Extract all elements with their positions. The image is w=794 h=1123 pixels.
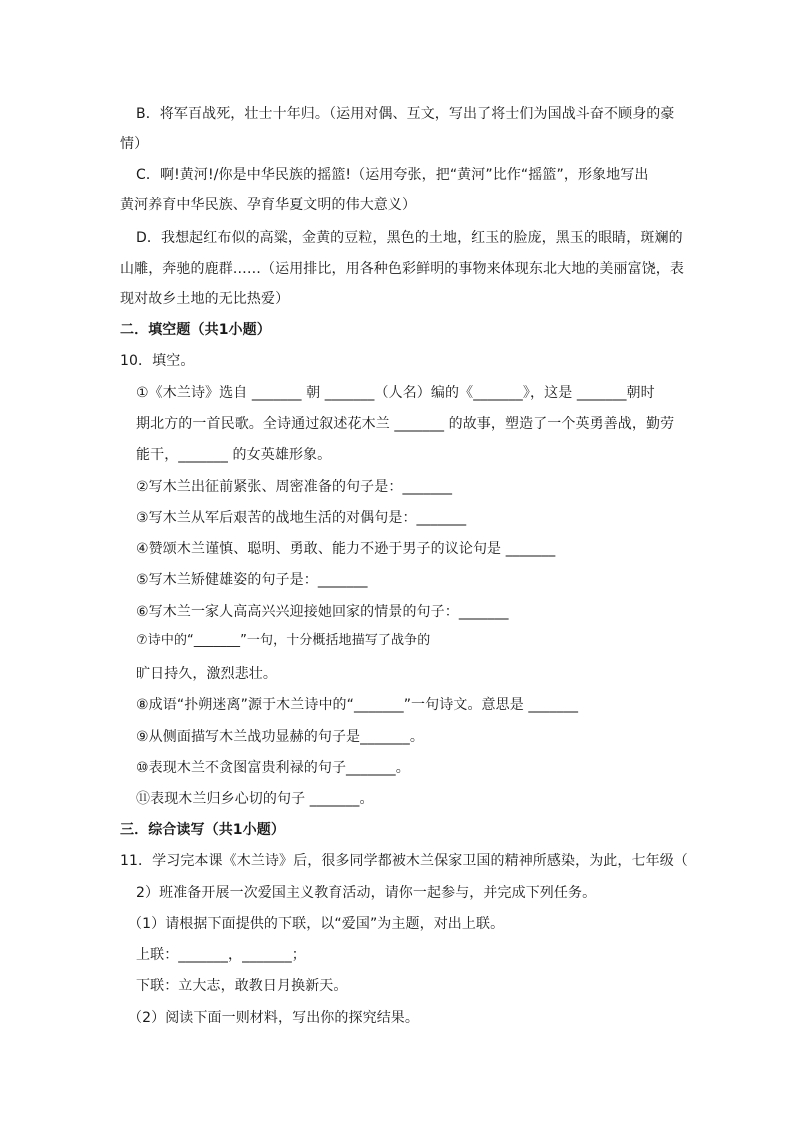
q10-item-7-line-2: 旷日持久，激烈悲壮。 <box>136 666 277 682</box>
couplet-upper: 上联：_______，_______； <box>136 947 306 963</box>
q10-item-1-line-1: ①《木兰诗》选自 _______ 朝 _______（人名）编的《_______》，这是 _______朝时 <box>136 385 655 401</box>
q10-item-5: ⑤写木兰矫健雄姿的句子是：_______ <box>136 572 368 588</box>
q10-item-4: ④赞颂木兰谨慎、聪明、勇敢、能力不逊于男子的议论句是 _______ <box>136 541 556 557</box>
q10-item-7-line-1: ⑦诗中的“_______”一句，十分概括地描写了战争的 <box>136 633 431 648</box>
q10-item-6: ⑥写木兰一家人高高兴兴迎接她回家的情景的句子：_______ <box>136 604 509 620</box>
question-11-line-1: 11．学习完本课《木兰诗》后，很多同学都被木兰保家卫国的精神所感染，为此，七年级（ <box>120 853 688 869</box>
section-heading-fill-blank: 二．填空题（共1小题） <box>120 322 271 338</box>
q10-item-10: ⑩表现木兰不贪图富贵利禄的句子_______。 <box>136 760 410 776</box>
section-heading-reading-writing: 三．综合读写（共1小题） <box>120 822 285 838</box>
q10-item-1-line-2: 期北方的一首民歌。全诗通过叙述花木兰 _______ 的故事，塑造了一个英勇善战，勤劳 <box>136 416 675 432</box>
q10-item-3: ③写木兰从军后艰苦的战地生活的对偶句是：_______ <box>136 510 467 526</box>
q10-item-2: ②写木兰出征前紧张、周密准备的句子是：_______ <box>136 479 453 495</box>
option-d-line-3: 现对故乡土地的无比热爱） <box>120 291 290 307</box>
q10-item-9: ⑨从侧面描写木兰战功显赫的句子是_______。 <box>136 729 424 745</box>
question-11-line-2: 2）班准备开展一次爱国主义教育活动，请你一起参与，并完成下列任务。 <box>136 885 597 901</box>
option-d-line-2: 山雕，奔驰的鹿群……（运用排比，用各种色彩鲜明的事物来体现东北大地的美丽富饶，表 <box>120 261 684 277</box>
option-b-line-1: B．将军百战死，壮士十年归。（运用对偶、互文，写出了将士们为国战斗奋不顾身的豪 <box>136 106 675 122</box>
option-d-line-1: D．我想起红布似的高粱，金黄的豆粒，黑色的土地，红玉的脸庞，黑玉的眼睛，斑斓的 <box>136 230 683 246</box>
option-c-line-1: C．啊!黄河!/你是中华民族的摇篮!（运用夸张，把“黄河”比作“摇篮”，形象地写出 <box>136 167 649 183</box>
couplet-lower: 下联：立大志，敢教日月换新天。 <box>136 978 348 994</box>
q11-task-2: （2）阅读下面一则材料，写出你的探究结果。 <box>128 1010 420 1026</box>
q10-item-8: ⑧成语“扑朔迷离”源于木兰诗中的“_______”一句诗文。意思是 _______ <box>136 697 579 713</box>
option-b-line-2: 情） <box>120 136 149 152</box>
q10-item-1-line-3: 能干，_______ 的女英雄形象。 <box>136 447 332 463</box>
question-10-title: 10．填空。 <box>120 353 195 369</box>
q10-item-11: ⑪表现木兰归乡心切的句子 _______。 <box>136 791 374 807</box>
q11-task-1: （1）请根据下面提供的下联，以“爱国”为主题，对出上联。 <box>128 916 505 932</box>
option-c-line-2: 黄河养育中华民族、孕育华夏文明的伟大意义） <box>120 197 417 213</box>
